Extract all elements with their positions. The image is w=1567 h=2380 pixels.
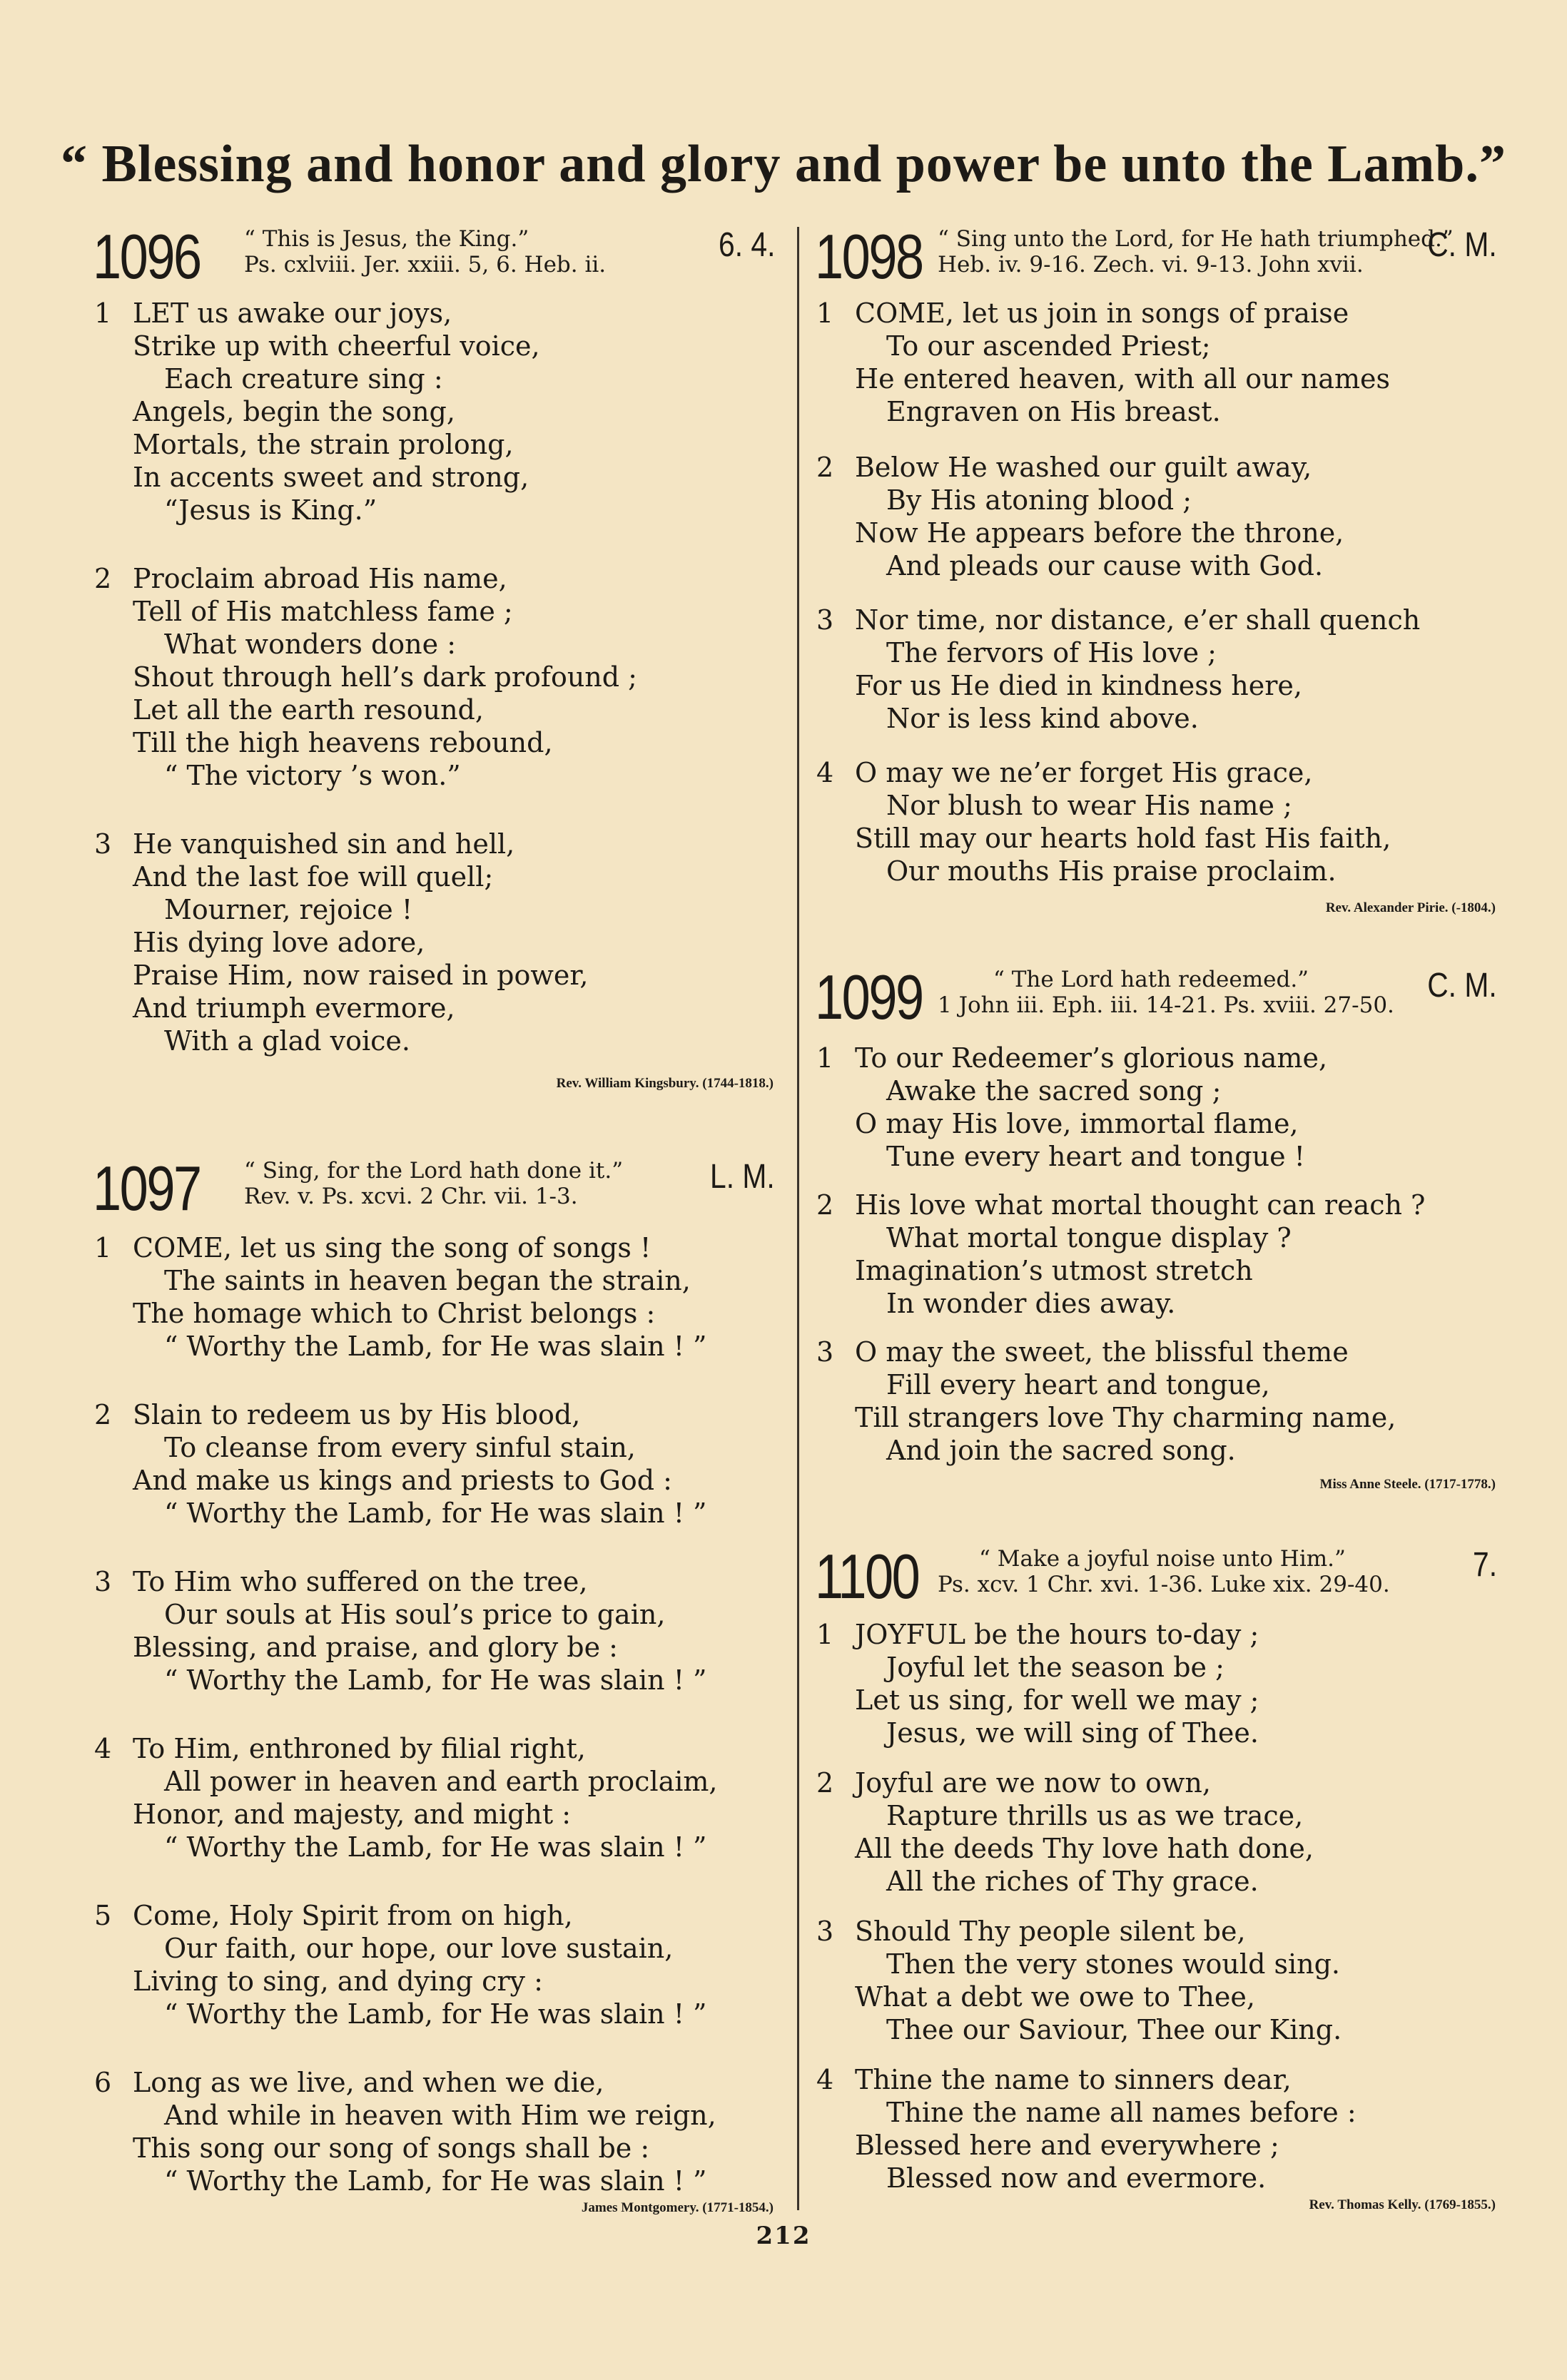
verse-line: Let all the earth resound, [133,694,484,726]
verse-number: 1 [94,298,112,329]
verse-line: His dying love adore, [133,927,425,958]
verse-line: Awake the sacred song ; [886,1075,1222,1107]
verse-line: And join the sacred song. [886,1435,1236,1466]
verse-line: Thee our Saviour, Thee our King. [886,2014,1342,2045]
verse-number: 2 [816,452,834,483]
verse-line: And the last foe will quell; [133,861,494,892]
hymn-author: Rev. Alexander Pirie. (-1804.) [1325,900,1496,915]
verse-line: Our souls at His soul’s price to gain, [164,1599,666,1630]
verse-line: And while in heaven with Him we reign, [164,2100,716,2131]
hymn-number: 1099 [815,962,923,1032]
verse-line: His love what mortal thought can reach ? [855,1189,1426,1221]
verse-number: 6 [94,2067,112,2098]
page-number: 212 [756,2222,811,2250]
verse-line: And pleads our cause with God. [886,550,1324,581]
verse-line: He vanquished sin and hell, [133,828,515,860]
verse-line: Till the high heavens rebound, [133,727,553,758]
verse-line: And triumph evermore, [133,992,455,1024]
verse-line: What wonders done : [164,629,457,660]
verse-line: The saints in heaven began the strain, [164,1265,691,1296]
verse-line: All the riches of Thy grace. [886,1866,1259,1897]
verse-line: And make us kings and priests to God : [133,1465,672,1496]
verse-line: Blessing, and praise, and glory be : [133,1632,618,1663]
hymn-author: Miss Anne Steele. (1717-1778.) [1319,1477,1496,1492]
verse-number: 1 [816,1619,834,1650]
verse-line: Slain to redeem us by His blood, [133,1399,581,1430]
verse-line: In wonder dies away. [886,1288,1176,1319]
verse-line: What mortal tongue display ? [886,1222,1292,1253]
verse-line: Imagination’s utmost stretch [855,1255,1253,1286]
hymn-number: 1098 [815,221,923,292]
hymn-meter: C. M. [1427,967,1497,1005]
verse-line: Then the very stones would sing. [886,1948,1340,1980]
verse-line: Thine the name all names before : [886,2097,1356,2128]
verse-number: 3 [94,1566,112,1597]
verse-number: 3 [94,828,112,860]
verse-number: 3 [816,604,834,636]
verse-line: In accents sweet and strong, [133,462,529,493]
verse-line: To our Redeemer’s glorious name, [855,1042,1328,1074]
verse-line: All power in heaven and earth proclaim, [164,1766,718,1797]
verse-line: Now He appears before the throne, [855,517,1344,549]
verse-number: 4 [816,757,834,788]
verse-line: COME, let us join in songs of praise [855,298,1349,329]
verse-number: 1 [94,1232,112,1263]
hymn-title: “ This is Jesus, the King.” [244,226,529,252]
verse-line: “ Worthy the Lamb, for He was slain ! ” [164,1331,707,1362]
verse-line: To our ascended Priest; [886,330,1211,362]
verse-line: By His atoning blood ; [886,484,1192,516]
verse-line: O may His love, immortal flame, [855,1108,1299,1139]
verse-number: 2 [94,1399,112,1430]
hymn-number: 1096 [93,221,201,292]
verse-line: “ The victory ’s won.” [164,760,461,791]
verse-line: Thine the name to sinners dear, [855,2064,1292,2095]
verse-line: Long as we live, and when we die, [133,2067,604,2098]
verse-line: Our faith, our hope, our love sustain, [164,1933,674,1964]
verse-number: 1 [816,298,834,329]
verse-number: 4 [94,1733,112,1764]
verse-line: O may we ne’er forget His grace, [855,757,1313,788]
hymn-references: Heb. iv. 9-16. Zech. vi. 9-13. John xvii. [938,252,1364,278]
verse-line: Blessed here and everywhere ; [855,2130,1279,2161]
verse-line: Fill every heart and tongue, [886,1369,1270,1400]
hymn-title: “ Sing unto the Lord, for He hath triumphed.” [938,226,1454,252]
verse-line: “ Worthy the Lamb, for He was slain ! ” [164,1831,707,1863]
verse-line: Joyful let the season be ; [886,1652,1224,1683]
verse-line: Strike up with cheerful voice, [133,330,540,362]
verse-line: Each creature sing : [164,363,443,395]
verse-line: The homage which to Christ belongs : [133,1298,656,1329]
verse-line: Till strangers love Thy charming name, [855,1402,1396,1433]
verse-line: To cleanse from every sinful stain, [164,1432,636,1463]
verse-line: Come, Holy Spirit from on high, [133,1900,573,1931]
hymn-references: Ps. cxlviii. Jer. xxiii. 5, 6. Heb. ii. [244,252,607,278]
verse-number: 2 [816,1767,834,1799]
verse-line: Let us sing, for well we may ; [855,1684,1259,1716]
hymn-references: 1 John iii. Eph. iii. 14-21. Ps. xviii. 27-50. [938,992,1394,1018]
verse-number: 5 [94,1900,112,1931]
verse-line: Shout through hell’s dark profound ; [133,661,637,693]
verse-line: Still may our hearts hold fast His faith, [855,823,1391,854]
verse-line: Mortals, the strain prolong, [133,429,514,460]
verse-line: Nor time, nor distance, e’er shall quench [855,604,1421,636]
hymn-meter: 7. [1472,1546,1497,1584]
verse-line: Honor, and majesty, and might : [133,1799,572,1830]
verse-line: “ Worthy the Lamb, for He was slain ! ” [164,1497,707,1529]
verse-line: Praise Him, now raised in power, [133,960,589,991]
verse-line: Mourner, rejoice ! [164,894,413,925]
hymn-title: “ Make a joyful noise unto Him.” [979,1546,1346,1572]
verse-line: Tune every heart and tongue ! [886,1141,1305,1172]
hymn-meter: C. M. [1427,226,1497,264]
verse-line: All the deeds Thy love hath done, [855,1833,1314,1864]
verse-line: “ Worthy the Lamb, for He was slain ! ” [164,1998,707,2030]
verse-line: Nor blush to wear His name ; [886,790,1292,821]
page-heading: “ Blessing and honor and glory and power be unto the Lamb.” [61,135,1506,193]
verse-line: Should Thy people silent be, [855,1916,1246,1947]
column-divider [797,227,799,2210]
verse-line: The fervors of His love ; [886,637,1217,668]
verse-number: 2 [94,563,112,594]
verse-line: Living to sing, and dying cry : [133,1965,543,1997]
verse-number: 3 [816,1336,834,1368]
verse-line: JOYFUL be the hours to-day ; [855,1619,1259,1650]
hymn-meter: 6. 4. [718,226,775,264]
verse-line: Our mouths His praise proclaim. [886,855,1337,887]
verse-number: 2 [816,1189,834,1221]
verse-line: With a glad voice. [164,1025,410,1057]
hymn-author: Rev. William Kingsbury. (1744-1818.) [556,1076,774,1091]
hymn-references: Rev. v. Ps. xcvi. 2 Chr. vii. 1-3. [244,1184,578,1209]
hymn-number: 1097 [93,1153,201,1224]
verse-line: For us He died in kindness here, [855,670,1302,701]
verse-line: COME, let us sing the song of songs ! [133,1232,651,1263]
verse-line: “ Worthy the Lamb, for He was slain ! ” [164,2165,707,2197]
verse-line: O may the sweet, the blissful theme [855,1336,1349,1368]
hymn-title: “ The Lord hath redeemed.” [993,967,1309,992]
hymn-title: “ Sing, for the Lord hath done it.” [244,1158,624,1184]
hymn-author: James Montgomery. (1771-1854.) [581,2200,774,2215]
verse-line: He entered heaven, with all our names [855,363,1390,395]
verse-line: To Him, enthroned by filial right, [133,1733,586,1764]
verse-number: 3 [816,1916,834,1947]
verse-line: “ Worthy the Lamb, for He was slain ! ” [164,1664,707,1696]
verse-line: Angels, begin the song, [133,396,455,427]
hymn-meter: L. M. [710,1158,775,1196]
hymn-number: 1100 [815,1541,919,1612]
verse-line: Tell of His matchless fame ; [133,596,513,627]
verse-line: This song our song of songs shall be : [133,2132,650,2164]
verse-line: Proclaim abroad His name, [133,563,507,594]
verse-number: 1 [816,1042,834,1074]
verse-number: 4 [816,2064,834,2095]
verse-line: Joyful are we now to own, [855,1767,1211,1799]
verse-line: Engraven on His breast. [886,396,1221,427]
verse-line: Blessed now and evermore. [886,2162,1267,2194]
verse-line: LET us awake our joys, [133,298,452,329]
verse-line: Rapture thrills us as we trace, [886,1800,1304,1831]
verse-line: “Jesus is King.” [164,494,377,526]
verse-line: Nor is less kind above. [886,703,1199,734]
verse-line: Below He washed our guilt away, [855,452,1312,483]
hymn-author: Rev. Thomas Kelly. (1769-1855.) [1309,2197,1496,2212]
verse-line: To Him who suffered on the tree, [133,1566,588,1597]
hymn-references: Ps. xcv. 1 Chr. xvi. 1-36. Luke xix. 29-40. [938,1572,1390,1597]
verse-line: What a debt we owe to Thee, [855,1981,1255,2013]
verse-line: Jesus, we will sing of Thee. [886,1717,1259,1749]
